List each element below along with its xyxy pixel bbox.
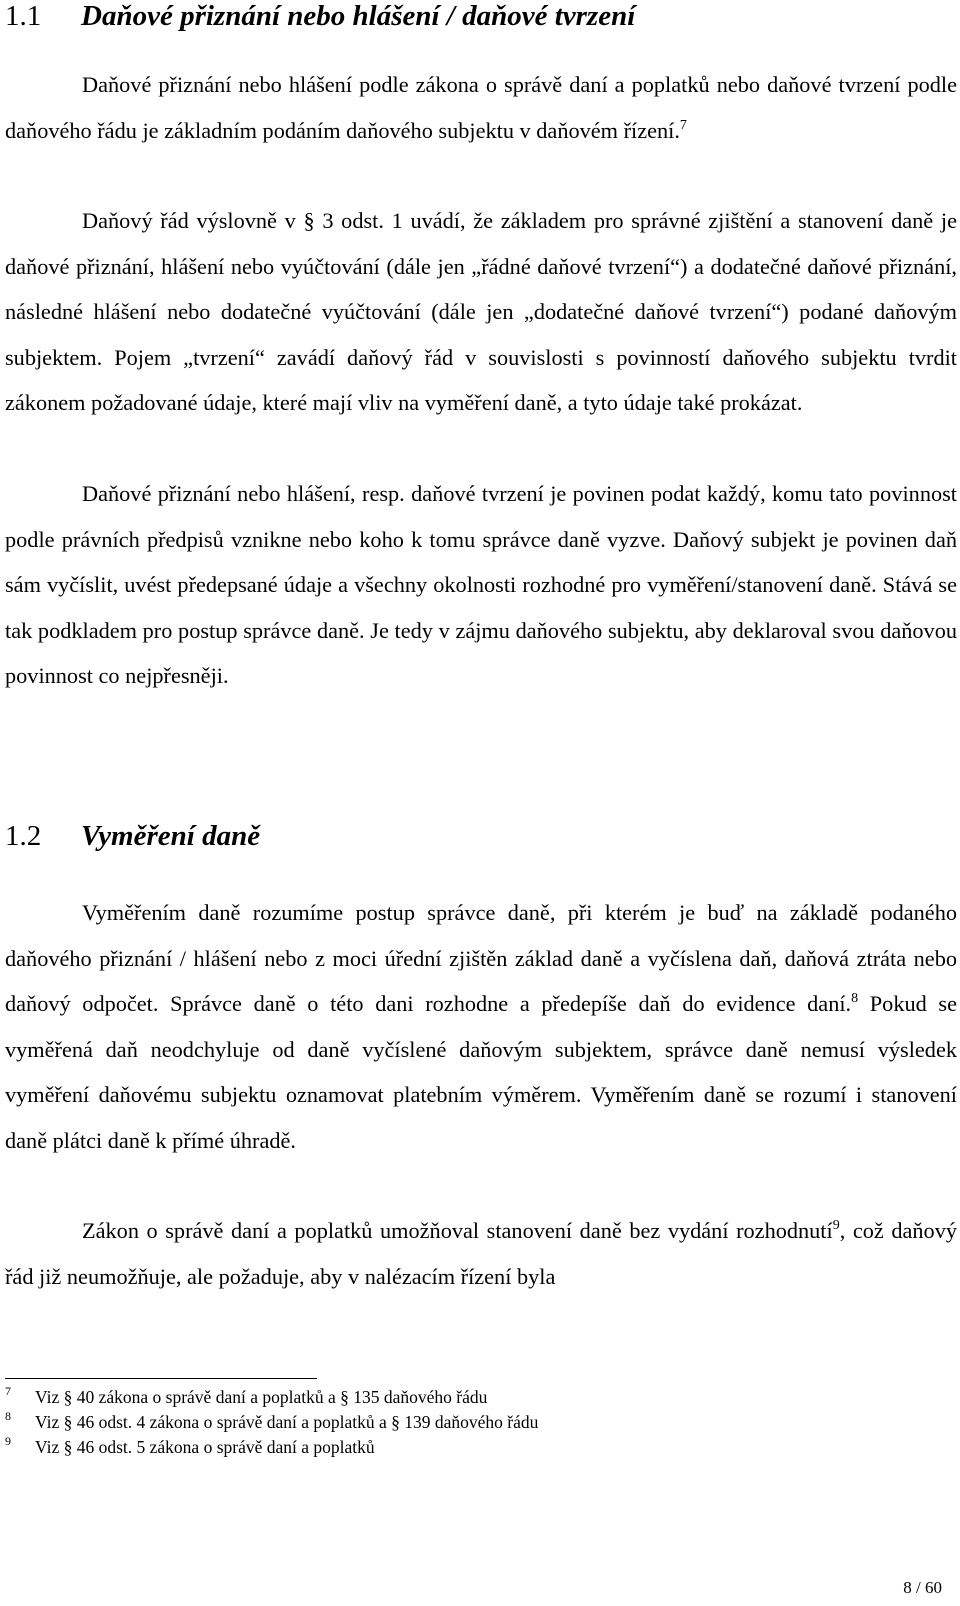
- footnote: [5, 1410, 905, 1435]
- paragraph: [5, 62, 957, 153]
- footnotes: [5, 1385, 905, 1460]
- paragraph: [5, 890, 957, 1163]
- section-title: Vyměření daně: [81, 820, 261, 852]
- paragraph-text: Pokud se vyměřená daň neodchyluje od daně vyčíslené daňovým subjektem, správce daně nemusí výsledek vyměření daňovému subjektu oznamovat platebním výměrem. Vyměřením daně se rozumí i stanovení daně plátci daně k přímé úhradě.: [5, 991, 957, 1153]
- footnote-number: 9: [5, 1434, 11, 1448]
- footnote: [5, 1435, 905, 1460]
- footnote-ref: 7: [679, 117, 687, 133]
- paragraph-text: Zákon o správě daní a poplatků umožňoval stanovení daně bez vydání rozhodnutí: [82, 1218, 833, 1243]
- footnote-number: 8: [5, 1409, 11, 1423]
- paragraph: [5, 198, 957, 426]
- section-number: 1.2: [5, 820, 42, 852]
- footnote: [5, 1385, 905, 1410]
- paragraph-text: Daňové přiznání nebo hlášení podle zákona o správě daní a poplatků nebo daňové tvrzení podle daňového řádu je základním podáním daňového subjektu v daňovém řízení.: [5, 72, 957, 143]
- footnote-separator: [5, 1378, 317, 1379]
- paragraph-text: , což daňový řád již neumožňuje, ale požaduje, aby v nalézacím řízení byla: [5, 1218, 957, 1289]
- footnote-ref: 9: [832, 1218, 840, 1233]
- paragraph-text: Daňové přiznání nebo hlášení, resp. daňové tvrzení je povinen podat každý, komu tato povinnost podle právních předpisů vznikne nebo koho k tomu správce daně vyzve. Daňový subjekt je povinen daň sám vyčíslit, uvést předepsané údaje a všechny okolnosti rozhodné pro vyměření/stanovení daně. Stává se tak podkladem pro postup správce daně. Je tedy v zájmu daňového subjektu, aby deklaroval svou daňovou povinnost co nejpřesněji.: [5, 481, 957, 688]
- paragraph-text: Daňový řád výslovně v § 3 odst. 1 uvádí, že základem pro správné zjištění a stanovení daně je daňové přiznání, hlášení nebo vyúčtování (dále jen „řádné daňové tvrzení“) a dodatečné daňové přiznání, následné hlášení nebo dodatečné vyúčtování (dále jen „dodatečné daňové tvrzení“) podané daňovým subjektem. Pojem „tvrzení“ zavádí daňový řád v souvislosti s povinností daňového subjektu tvrdit zákonem požadované údaje, které mají vliv na vyměření daně, a tyto údaje také prokázat.: [5, 208, 957, 415]
- page-number: 8 / 60: [903, 1578, 942, 1597]
- footnote-text: Viz § 40 zákona o správě daní a poplatků a § 135 daňového řádu: [35, 1387, 488, 1407]
- section-number: 1.1: [5, 0, 42, 32]
- paragraph: [5, 1208, 957, 1299]
- section-heading-1-2: [5, 822, 260, 851]
- section-title: Daňové přiznání nebo hlášení / daňové tvrzení: [81, 0, 636, 32]
- paragraph: [5, 471, 957, 699]
- footnote-text: Viz § 46 odst. 4 zákona o správě daní a poplatků a § 139 daňového řádu: [35, 1412, 539, 1432]
- paragraph-text: Vyměřením daně rozumíme postup správce daně, při kterém je buď na základě podaného daňového přiznání / hlášení nebo z moci úřední zjištěn základ daně a vyčíslena daň, daňová ztráta nebo daňový odpočet. Správce daně o této dani rozhodne a předepíše daň do evidence daní.: [5, 900, 957, 1016]
- footnote-text: Viz § 46 odst. 5 zákona o správě daní a poplatků: [35, 1437, 375, 1457]
- footnote-ref: 8: [851, 991, 859, 1006]
- section-heading-1-1: [5, 2, 635, 31]
- footnote-number: 7: [5, 1384, 11, 1398]
